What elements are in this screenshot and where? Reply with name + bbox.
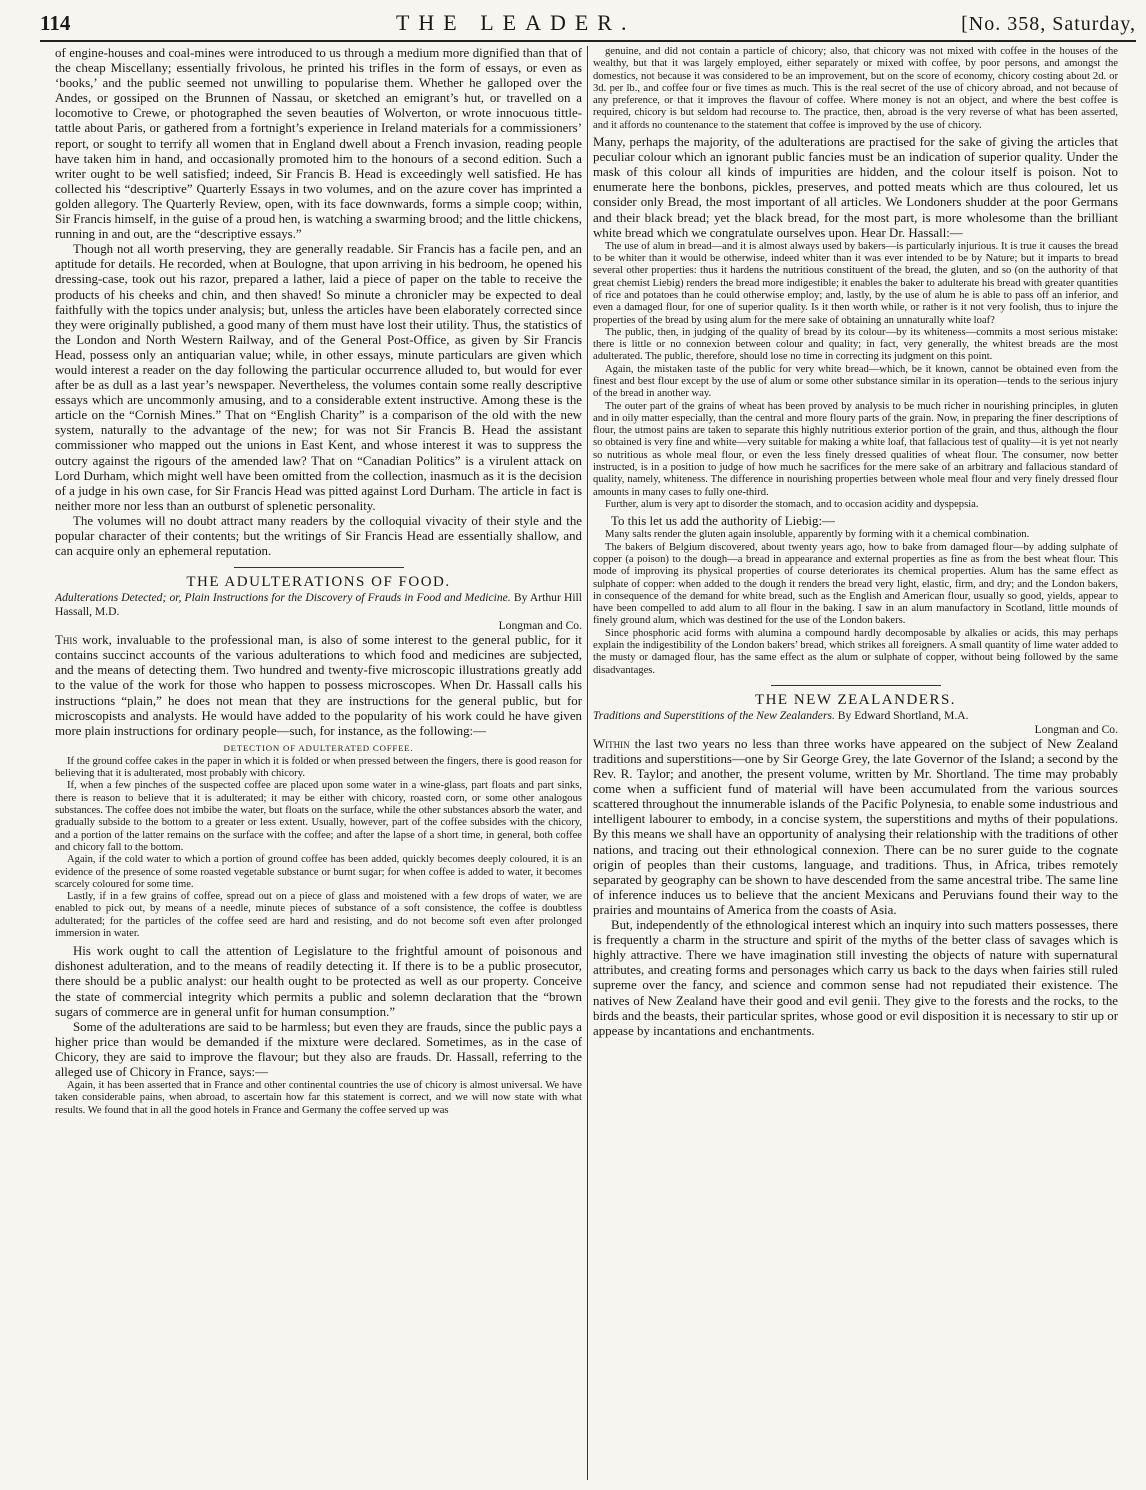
- section-title: THE NEW ZEALANDERS.: [754, 691, 957, 708]
- left-column: [55, 46, 582, 1484]
- paragraph-text: work, invaluable to the professional man, is also of some interest to the general public, for it contains succinct accounts of the various adulterations to which food and medicines are subjected, and the means of detecting them. Two hundred and twenty-five microscopic illustrations greatly add to the value of the work for those who happen to possess microscopes. When Dr. Hassall calls his instructions “plain,” he does not mean that they are instructions for the general public, but for microscopists and analysts. He would have added to the popularity of his work could he have given more plain instructions for ordinary people—such, for instance, as the following:—: [55, 633, 582, 738]
- book-author: By Edward Shortland, M.A.: [837, 708, 969, 722]
- review-paragraph: [593, 737, 1118, 918]
- quote-paragraph: Again, it has been asserted that in France and other continental countries the use of chicory is almost universal. We have taken considerable pains, when abroad, to ascertain how far this statement is correct, and we will now state with what results. We found that in all the good hotels in France and Germany the coffee served up was: [55, 1080, 582, 1116]
- review-paragraph: Many, perhaps the majority, of the adulterations are practised for the sake of giving the articles that peculiar colour which an ignorant public fancies must be an indication of superior quality. Under the mask of this colour all kinds of impurities are hidden, and the colour itself is poison. Not to enumerate here the bonbons, pickles, preserves, and potted meats which are thus coloured, let us consider only Bread, the most important of all articles. We Londoners shudder at the poor Germans and their black bread; yet the black bread, for the most part, is more wholesome than the brilliant white bread which we congratulate ourselves upon. Hear Dr. Hassall:—: [593, 135, 1118, 240]
- review-paragraph: The volumes will no doubt attract many readers by the colloquial vivacity of their style and the popular character of their contents; but the writings of Sir Francis Head are essentially shallow, and can acquire only an ephemeral reputation.: [55, 513, 582, 559]
- section-divider: [234, 567, 404, 568]
- book-publisher: Longman and Co.: [1034, 722, 1118, 736]
- book-author: By Arthur Hill Hassall, M.D.: [55, 591, 582, 619]
- page-number: 114: [40, 11, 71, 35]
- quote-paragraph: Again, the mistaken taste of the public for very white bread—which, be it known, cannot be obtained even from the finest and best flour except by the use of alum or some other substance similar in its operation—tends to the serious injury of the bread in another way.: [593, 363, 1118, 400]
- review-paragraph: Some of the adulterations are said to be harmless; but even they are frauds, since the public pays a higher price than would be demanded if the mixture were declared. Sometimes, as in the case of Chicory, they are said to improve the flavour; but they also are frauds. Dr. Hassall, referring to the alleged use of Chicory in France, says:—: [55, 1019, 582, 1080]
- section-title: THE ADULTERATIONS OF FOOD.: [186, 574, 451, 591]
- quote-paragraph: If, when a few pinches of the suspected coffee are placed upon some water in a wine-glass, part floats and part sinks, there is reason to believe that it is adulterated; it may be either with chicory, roasted corn, or some other analogous substances. The coffee does not imbibe the water, but floats on the surface, while the other substances absorb the water, and gradually subside to the bottom to a greater or less extent. Usually, however, part of the coffee subsides with the chicory, and a portion of the latter remains on the surface with the coffee; and after the lapse of a short time, in general, both coffee and chicory fall to the bottom.: [55, 780, 582, 853]
- quote-paragraph: The public, then, in judging of the quality of bread by its colour—by its whiteness—commits a most serious mistake: there is little or no connexion between colour and quality; in fact, very generally, the whitest breads are the most adulterated. The public, therefore, should lose no time in correcting its judgment on this point.: [593, 326, 1118, 363]
- section-divider: [771, 685, 941, 686]
- issue-label: [No. 358, Saturday,: [961, 13, 1136, 35]
- review-paragraph: But, independently of the ethnological interest which an inquiry into such matters possesses, there is frequently a charm in the structure and spirit of the myths of the better class of savages which is highly attractive. There we have imagination still investing the objects of nature with supernatural attributes, and creating forms and personages which carry us back to the days when fairies still ruled supreme over the fancy, and science and common sense had not repudiated their existence. The natives of New Zealand have their good and evil genii. They give to the forests and the rocks, to the birds and the beasts, their particular sprites, whose good or evil disposition it is necessary to stir up or appease by incantations and enchantments.: [593, 918, 1118, 1038]
- review-paragraph: [55, 633, 582, 739]
- review-paragraph: Though not all worth preserving, they are generally readable. Sir Francis has a facile pen, and an aptitude for details. He recorded, when at Boulogne, that upon arriving in his bedroom, he opened his dressing-case, took out his razor, prepared a lather, laid a piece of paper on the table to receive the products of his cheeks and chin, and then shaved! So minute a chronicler may be expected to deal faithfully with the topics under analysis; but, unless the articles have been elaborately corrected since they were originally published, a good many of them must have lost their utility. Thus, the statistics of the London and North Western Railway, and of the General Post-Office, as given by Sir Francis Head, possess only an antiquarian value; while, in other essays, minute particulars are given which would interest a reader on the day following the particular occurrence alluded to, but would for ever after be as dull as a last year’s newspaper. Nevertheless, the volumes contain some really descriptive essays which are uncommonly amusing, and to a considerable extent instructive. Among these is the article on the “Cornish Mines.” That on “English Charity” is a comparison of the old with the new system, naturally to the advantage of the new; for was not Sir Francis B. Head the assistant commissioner who mapped out the unions in East Kent, and whose interest it was to suppress the outcry against the rigours of the amended law? That on “Canadian Politics” is a virulent attack on Lord Durham, which might well have been omitted from the collection, inasmuch as it is the decision of a judge in his own case, for Sir Francis Head was pitted against Lord Durham. The article in fact is neither more nor less than an outburst of splenetic personality.: [55, 242, 582, 513]
- right-column: [593, 46, 1118, 1484]
- quote-paragraph: The outer part of the grains of wheat has been proved by analysis to be much richer in nourishing principles, in gluten and in oily matter especially, than the central and more floury parts of the grain. Now, in preparing the finer descriptions of flour, the utmost pains are taken to separate this highly nutritious exterior portion of the grain, and thus, although the flour so obtained is very fine and white—very suitable for making a white loaf, that fallacious test of quality—it is yet not nearly so nutritious as whole meal flour, or even the less finely dressed qualities of wheat flour. The consumer, now better instructed, is in a position to judge of how much he sacrifices for the mere sake of an arbitrary and fallacious standard of quality, namely, whiteness. The difference in nourishing properties between whole meal flour and very finely dressed flour amounts in many cases to fully one-third.: [593, 400, 1118, 498]
- quote-subheading: DETECTION OF ADULTERATED COFFEE.: [223, 742, 414, 753]
- book-publisher: Longman and Co.: [498, 619, 582, 633]
- quote-paragraph: genuine, and did not contain a particle of chicory; also, that chicory was not mixed with coffee in the houses of the wealthy, but that it was largely employed, either separately or mixed with coffee, by poor persons, and amongst the domestics, not because it was considered to be an improvement, but on the score of economy, chicory costing about 2d. or 3d. per lb., and coffee four or five times as much. This is the real secret of the use of chicory abroad, and not because of any preference, or that it improves the flavour of coffee. Where money is not an object, and where the best coffee is required, chicory is but seldom had recourse to. The practice, then, abroad is the very reverse of what has been asserted, and it affords no countenance to the statement that coffee is improved by the use of chicory.: [593, 46, 1118, 131]
- review-paragraph: of engine-houses and coal-mines were introduced to us through a medium more dignified than that of the cheap Miscellany; essentially frivolous, he printed his trifles in the form of essays, or even as ‘books,’ and the public seemed not unwilling to popularise them. Whether he galloped over the Andes, or gossiped on the Brunnen of Nassau, or sketched an emigrant’s hut, or travelled on a locomotive to Crewe, or photographed the seven beauties of Wolverton, or wrote innocuous tittle-tattle about Paris, or gathered from a fortnight’s experience in Ireland materials for a commissioners’ report, or sought to terrify all women that in England dwell about a French invasion, reading people have taken him in hand, and occasionally promoted him to the honours of a second edition. Such a writer ought to be well satisfied; indeed, Sir Francis B. Head is exceedingly well satisfied. He has collected his “descriptive” Quarterly Essays in two volumes, and on the azure cover has imprinted a golden allegory. The Quarterly Review, open, with its face downwards, forms a simple coop; within, Sir Francis himself, in the guise of a proud hen, is watching a swarming brood; and the little chickens, running in and out, are the “descriptive essays.”: [55, 46, 582, 242]
- quote-paragraph: The use of alum in bread—and it is almost always used by bakers—is particularly injurious. It is true it causes the bread to be whiter than it would be otherwise, indeed whiter than it was ever intended to be by Nature; but it imparts to bread several other properties: thus it hardens the nutritious constituent of the bread, the gluten, and so (on the authority of that great chemist Liebig) renders the bread more indigestible; it enables the baker to adulterate his bread with greater quantities of rice and potatoes than he could otherwise employ; and, lastly, by the use of alum he is able to pass off an inferior, and even a damaged flour, for one of superior quality. Is it then worth while, or rather is it not very foolish, thus to injure the properties of the bread by using alum for the mere sake of obtaining an unnaturally white loaf?: [593, 240, 1118, 326]
- book-citation: [55, 591, 582, 633]
- book-citation: [593, 709, 1118, 737]
- quote-paragraph: Further, alum is very apt to disorder the stomach, and to occasion acidity and dyspepsia.: [605, 498, 979, 510]
- quote-paragraph: Lastly, if in a few grains of coffee, spread out on a piece of glass and moistened with a few drops of water, we are enabled to pick out, by means of a needle, minute pieces of substance of a soft consistence, the coffee is doubtless adulterated; for the particles of the coffee seed are hard and resisting, and do not become soft even after prolonged immersion in water.: [55, 891, 582, 939]
- review-paragraph: To this let us add the authority of Liebig:—: [611, 514, 835, 529]
- book-title: Adulterations Detected; or, Plain Instructions for the Discovery of Frauds in Food and Medicine.: [55, 591, 511, 605]
- page-header: [40, 10, 1136, 42]
- quote-paragraph: If the ground coffee cakes in the paper in which it is folded or when pressed between the fingers, there is good reason for believing that it is adulterated, most probably with chicory.: [55, 755, 582, 780]
- quote-paragraph: Many salts render the gluten again insoluble, apparently by forming with it a chemical combination.: [605, 529, 1030, 541]
- masthead-title: THE LEADER.: [395, 10, 636, 35]
- drop-word: This: [55, 633, 78, 648]
- review-paragraph: His work ought to call the attention of Legislature to the frightful amount of poisonous and dishonest adulteration, and to the means of readily detecting it. If there is to be a public prosecutor, there should be a public analyst: our health ought to be protected as well as our property. Conceive the state of commercial integrity which permits a public and solemn declaration that the “brown sugars of commerce are in general unfit for human consumption.”: [55, 944, 582, 1019]
- book-title: Traditions and Superstitions of the New Zealanders.: [593, 708, 835, 722]
- quote-paragraph: Again, if the cold water to which a portion of ground coffee has been added, quickly becomes deeply coloured, it is an evidence of the presence of some roasted vegetable substance or burnt sugar; for when coffee is added to water, it becomes scarcely coloured for some time.: [55, 854, 582, 890]
- quote-paragraph: Since phosphoric acid forms with alumina a compound hardly decomposable by alkalies or acids, this may perhaps explain the indigestibility of the London bakers’ bread, which strikes all foreigners. A small quantity of lime water added to the musty or damaged flour, has the same effect as the alum or sulphate of copper, without being followed by the same disadvantages.: [593, 627, 1118, 676]
- column-rule: [587, 46, 588, 1480]
- quote-paragraph: The bakers of Belgium discovered, about twenty years ago, how to bake from damaged flour—by adding sulphate of copper (a poison) to the dough—a bread in appearance and external properties as fine as from the best wheat flour. This mode of improving its physical properties of course deteriorates its chemical properties. Alum has the same effect as sulphate of copper: when added to the dough it renders the bread very light, elastic, firm, and dry; and the London bakers, in consequence of the demand for white bread, such as the English and American flour, usually so good, yields, appear to have been compelled to add alum to all flour in the baking. I saw in an alum manufactory in Scotland, little mounds of finely ground alum, which was destined for the use of the London bakers.: [593, 541, 1118, 627]
- paragraph-text: the last two years no less than three works have appeared on the subject of New Zealand traditions and superstitions—one by Sir George Grey, the late Governor of the Island; a second by the Rev. R. Taylor; and another, the present volume, written by Mr. Shortland. The time may probably come when a sufficient fund of material will have been accumulated from the various sources scattered throughout the innumerable islands of the Pacific Polynesia, to enable some industrious and intelligent labourer to embody, in a concise system, the superstitions and myths of their populations. By this means we shall have an opportunity of analysing their relationship with the traditions of other nations, and tracing out their ethnological connexion. There can be no surer guide to the cognate origin of peoples than their customs, language, and traditions. Thus, in Africa, tribes remotely separated by geography can be shown to have descended from the same ancestral tribe. The same line of inference induces us to believe that the ancient Mexicans and Peruvians found their way to the prairies and mountains of America from the coasts of Asia.: [593, 736, 1118, 917]
- drop-word: Within: [593, 736, 630, 751]
